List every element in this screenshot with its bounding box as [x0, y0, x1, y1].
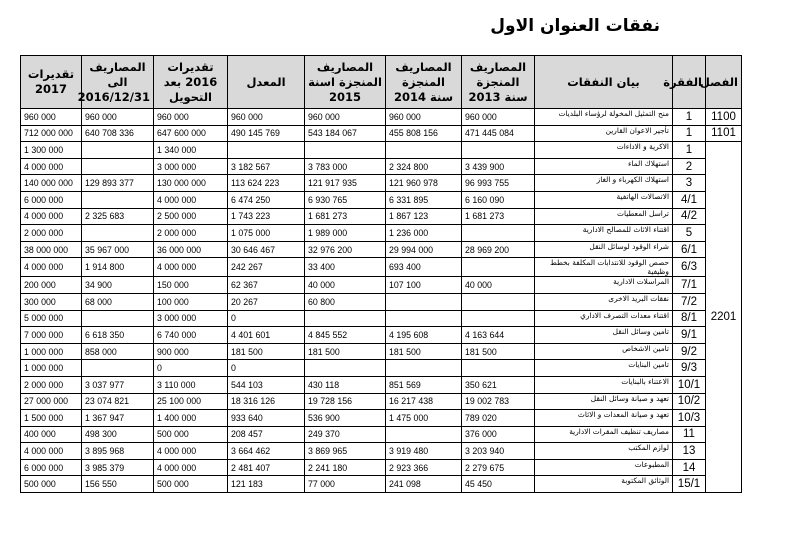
est2017-cell: 27 000 000: [21, 393, 82, 410]
exp2014-cell: 3 919 480: [386, 443, 462, 460]
code-cell: 4/2: [673, 208, 706, 225]
exp2016-cell: [82, 360, 154, 377]
avg-cell: 4 401 601: [228, 327, 305, 344]
exp2014-cell: 1 867 123: [386, 208, 462, 225]
avg-cell: 490 145 769: [228, 125, 305, 142]
table-row: [21, 360, 742, 377]
exp2014-cell: [386, 293, 462, 310]
exp2015-cell: 4 845 552: [305, 327, 386, 344]
header-exp2013: المصاريف المنجزة سنة 2013: [462, 56, 535, 109]
table-row: [21, 476, 742, 493]
est2016-cell: 2 500 000: [154, 208, 228, 225]
est2016-cell: 150 000: [154, 277, 228, 294]
est2016-cell: 1 400 000: [154, 410, 228, 427]
exp2015-cell: [305, 142, 386, 159]
avg-cell: 1 743 223: [228, 208, 305, 225]
exp2013-cell: 3 439 900: [462, 158, 535, 175]
code-cell: 15/1: [673, 476, 706, 493]
table-row: [21, 277, 742, 294]
table-row: [21, 191, 742, 208]
exp2016-cell: 1 367 947: [82, 410, 154, 427]
avg-cell: 3 182 567: [228, 158, 305, 175]
exp2013-cell: [462, 142, 535, 159]
exp2015-cell: 77 000: [305, 476, 386, 493]
exp2013-cell: 1 681 273: [462, 208, 535, 225]
est2017-cell: 1 500 000: [21, 410, 82, 427]
est2017-cell: 7 000 000: [21, 327, 82, 344]
table-row: [21, 158, 742, 175]
exp2014-cell: [386, 426, 462, 443]
exp2015-cell: 536 900: [305, 410, 386, 427]
table-row: [21, 410, 742, 427]
table-row: [21, 327, 742, 344]
code-cell: 5: [673, 225, 706, 242]
exp2015-cell: 960 000: [305, 109, 386, 126]
exp2013-cell: 3 203 940: [462, 443, 535, 460]
exp2015-cell: 33 400: [305, 258, 386, 277]
exp2016-cell: 35 967 000: [82, 241, 154, 258]
table-row: [21, 293, 742, 310]
avg-cell: 18 316 126: [228, 393, 305, 410]
exp2014-cell: 693 400: [386, 258, 462, 277]
est2017-cell: 1 000 000: [21, 360, 82, 377]
exp2014-cell: [386, 360, 462, 377]
label-cell: الاتصالات الهاتفية: [535, 191, 673, 208]
exp2014-cell: 960 000: [386, 109, 462, 126]
label-cell: الاكرية و الاداءات: [535, 142, 673, 159]
exp2013-cell: [462, 293, 535, 310]
exp2013-cell: 376 000: [462, 426, 535, 443]
avg-cell: 960 000: [228, 109, 305, 126]
est2016-cell: 3 000 000: [154, 158, 228, 175]
header-chapter: الفصل: [706, 56, 742, 109]
label-cell: استهلاك الماء: [535, 158, 673, 175]
label-cell: المطبوعات: [535, 459, 673, 476]
est2017-cell: 4 000 000: [21, 158, 82, 175]
avg-cell: 2 481 407: [228, 459, 305, 476]
avg-cell: 30 646 467: [228, 241, 305, 258]
table-row: [21, 258, 742, 277]
avg-cell: 121 183: [228, 476, 305, 493]
header-est2016: تقديرات 2016 بعد التحويل: [154, 56, 228, 109]
exp2015-cell: 249 370: [305, 426, 386, 443]
est2016-cell: 4 000 000: [154, 191, 228, 208]
est2016-cell: 4 000 000: [154, 459, 228, 476]
avg-cell: 544 103: [228, 376, 305, 393]
header-exp2016: المصاريف الى 2016/12/31: [82, 56, 154, 109]
exp2016-cell: 6 618 350: [82, 327, 154, 344]
exp2014-cell: 16 217 438: [386, 393, 462, 410]
code-cell: 10/2: [673, 393, 706, 410]
avg-cell: 3 664 462: [228, 443, 305, 460]
table-row: [21, 443, 742, 460]
exp2016-cell: [82, 310, 154, 327]
exp2016-cell: 3 037 977: [82, 376, 154, 393]
exp2013-cell: 19 002 783: [462, 393, 535, 410]
code-cell: 10/3: [673, 410, 706, 427]
est2016-cell: 500 000: [154, 426, 228, 443]
avg-cell: 181 500: [228, 343, 305, 360]
est2017-cell: 712 000 000: [21, 125, 82, 142]
est2017-cell: 1 000 000: [21, 343, 82, 360]
avg-cell: 242 267: [228, 258, 305, 277]
exp2015-cell: 6 930 765: [305, 191, 386, 208]
exp2013-cell: 789 020: [462, 410, 535, 427]
code-cell: 1: [673, 109, 706, 126]
exp2015-cell: 60 800: [305, 293, 386, 310]
exp2013-cell: 45 450: [462, 476, 535, 493]
table-row: [21, 310, 742, 327]
exp2015-cell: [305, 310, 386, 327]
table-row: [21, 426, 742, 443]
table-row: [21, 376, 742, 393]
exp2016-cell: [82, 158, 154, 175]
chapter-cell: 2201: [706, 142, 742, 493]
label-cell: تراسل المعطيات: [535, 208, 673, 225]
exp2015-cell: [305, 360, 386, 377]
est2017-cell: 2 000 000: [21, 376, 82, 393]
est2016-cell: 900 000: [154, 343, 228, 360]
avg-cell: 208 457: [228, 426, 305, 443]
avg-cell: 933 640: [228, 410, 305, 427]
exp2014-cell: 1 475 000: [386, 410, 462, 427]
exp2016-cell: 498 300: [82, 426, 154, 443]
code-cell: 9/1: [673, 327, 706, 344]
exp2016-cell: 858 000: [82, 343, 154, 360]
label-cell: تعهد و صيانة وسائل النقل: [535, 393, 673, 410]
exp2014-cell: [386, 310, 462, 327]
chapter-cell: 1101: [706, 125, 742, 142]
exp2016-cell: 640 708 336: [82, 125, 154, 142]
est2017-cell: 38 000 000: [21, 241, 82, 258]
est2016-cell: 500 000: [154, 476, 228, 493]
header-label: بيان النفقات: [535, 56, 673, 109]
table-row: [21, 142, 742, 159]
exp2016-cell: 68 000: [82, 293, 154, 310]
exp2015-cell: 543 184 067: [305, 125, 386, 142]
est2016-cell: 25 100 000: [154, 393, 228, 410]
label-cell: الوثائق المكتوبة: [535, 476, 673, 493]
exp2013-cell: 40 000: [462, 277, 535, 294]
exp2014-cell: 107 100: [386, 277, 462, 294]
code-cell: 4/1: [673, 191, 706, 208]
avg-cell: 1 075 000: [228, 225, 305, 242]
code-cell: 6/1: [673, 241, 706, 258]
est2016-cell: 647 600 000: [154, 125, 228, 142]
avg-cell: 20 267: [228, 293, 305, 310]
est2016-cell: 6 740 000: [154, 327, 228, 344]
est2017-cell: 200 000: [21, 277, 82, 294]
exp2014-cell: 455 808 156: [386, 125, 462, 142]
avg-cell: 113 624 223: [228, 175, 305, 192]
est2017-cell: 1 300 000: [21, 142, 82, 159]
exp2016-cell: 156 550: [82, 476, 154, 493]
est2017-cell: 500 000: [21, 476, 82, 493]
code-cell: 9/2: [673, 343, 706, 360]
exp2015-cell: 3 783 000: [305, 158, 386, 175]
est2017-cell: 4 000 000: [21, 208, 82, 225]
exp2015-cell: 3 869 965: [305, 443, 386, 460]
est2017-cell: 140 000 000: [21, 175, 82, 192]
exp2016-cell: 3 895 968: [82, 443, 154, 460]
exp2016-cell: 960 000: [82, 109, 154, 126]
chapter-cell: 1100: [706, 109, 742, 126]
header-exp2015: المصاريف المنجزة اسنة 2015: [305, 56, 386, 109]
est2016-cell: 3 110 000: [154, 376, 228, 393]
est2016-cell: 2 000 000: [154, 225, 228, 242]
code-cell: 7/1: [673, 277, 706, 294]
exp2015-cell: 2 241 180: [305, 459, 386, 476]
avg-cell: 0: [228, 310, 305, 327]
label-cell: حصص الوقود للانتدابات المكلفة بخطط وظيفية: [535, 258, 673, 277]
est2016-cell: 4 000 000: [154, 443, 228, 460]
exp2013-cell: 471 445 084: [462, 125, 535, 142]
label-cell: شراء الوقود لوسائل النقل: [535, 241, 673, 258]
header-row: [21, 56, 742, 109]
exp2013-cell: 4 163 644: [462, 327, 535, 344]
exp2013-cell: 350 621: [462, 376, 535, 393]
exp2013-cell: [462, 225, 535, 242]
label-cell: الاعتناء بالبنايات: [535, 376, 673, 393]
label-cell: تامين الاشخاص: [535, 343, 673, 360]
exp2016-cell: [82, 225, 154, 242]
code-cell: 1: [673, 125, 706, 142]
label-cell: اقتناء معدات التصرف الاداري: [535, 310, 673, 327]
label-cell: اقتناء الاثاث للمصالح الادارية: [535, 225, 673, 242]
est2016-cell: 100 000: [154, 293, 228, 310]
exp2016-cell: 23 074 821: [82, 393, 154, 410]
label-cell: مصاريف تنظيف المقرات الادارية: [535, 426, 673, 443]
label-cell: استهلاك الكهرباء و الغاز: [535, 175, 673, 192]
exp2013-cell: 960 000: [462, 109, 535, 126]
label-cell: المراسلات الادارية: [535, 277, 673, 294]
est2016-cell: 3 000 000: [154, 310, 228, 327]
exp2014-cell: 181 500: [386, 343, 462, 360]
code-cell: 1: [673, 142, 706, 159]
exp2013-cell: [462, 258, 535, 277]
label-cell: تامين البنايات: [535, 360, 673, 377]
header-avg: المعدل: [228, 56, 305, 109]
header-est2017: تقديرات 2017: [21, 56, 82, 109]
table-row: [21, 241, 742, 258]
exp2013-cell: [462, 360, 535, 377]
exp2014-cell: [386, 142, 462, 159]
exp2015-cell: 430 118: [305, 376, 386, 393]
est2016-cell: 4 000 000: [154, 258, 228, 277]
exp2015-cell: 1 989 000: [305, 225, 386, 242]
exp2013-cell: [462, 310, 535, 327]
exp2016-cell: 1 914 800: [82, 258, 154, 277]
code-cell: 9/3: [673, 360, 706, 377]
exp2015-cell: 1 681 273: [305, 208, 386, 225]
exp2016-cell: [82, 191, 154, 208]
exp2014-cell: 241 098: [386, 476, 462, 493]
code-cell: 13: [673, 443, 706, 460]
table-row: [21, 109, 742, 126]
est2016-cell: 36 000 000: [154, 241, 228, 258]
est2017-cell: 6 000 000: [21, 191, 82, 208]
exp2015-cell: 181 500: [305, 343, 386, 360]
exp2015-cell: 121 917 935: [305, 175, 386, 192]
label-cell: تأجير الاعوان القارين: [535, 125, 673, 142]
label-cell: نفقات البريد الاخرى: [535, 293, 673, 310]
exp2016-cell: 3 985 379: [82, 459, 154, 476]
table-row: [21, 175, 742, 192]
table-row: [21, 125, 742, 142]
est2017-cell: 960 000: [21, 109, 82, 126]
label-cell: تعهد و صيانة المعدات و الاثاث: [535, 410, 673, 427]
exp2016-cell: 129 893 377: [82, 175, 154, 192]
avg-cell: 6 474 250: [228, 191, 305, 208]
code-cell: 11: [673, 426, 706, 443]
table-row: [21, 208, 742, 225]
exp2014-cell: 2 923 366: [386, 459, 462, 476]
exp2014-cell: 851 569: [386, 376, 462, 393]
avg-cell: 0: [228, 360, 305, 377]
exp2016-cell: 2 325 683: [82, 208, 154, 225]
label-cell: لوازم المكتب: [535, 443, 673, 460]
table-row: [21, 225, 742, 242]
exp2015-cell: 32 976 200: [305, 241, 386, 258]
header-exp2014: المصاريف المنجزة سنة 2014: [386, 56, 462, 109]
code-cell: 8/1: [673, 310, 706, 327]
table-row: [21, 459, 742, 476]
est2016-cell: 1 340 000: [154, 142, 228, 159]
code-cell: 10/1: [673, 376, 706, 393]
exp2013-cell: 96 993 755: [462, 175, 535, 192]
est2017-cell: 4 000 000: [21, 443, 82, 460]
exp2015-cell: 19 728 156: [305, 393, 386, 410]
table-row: [21, 393, 742, 410]
table-row: [21, 343, 742, 360]
exp2013-cell: 6 160 090: [462, 191, 535, 208]
code-cell: 6/3: [673, 258, 706, 277]
header-item: الفقرة: [673, 56, 706, 109]
exp2014-cell: 29 994 000: [386, 241, 462, 258]
avg-cell: [228, 142, 305, 159]
expenses-table: [20, 55, 742, 493]
exp2015-cell: 40 000: [305, 277, 386, 294]
exp2013-cell: 181 500: [462, 343, 535, 360]
code-cell: 3: [673, 175, 706, 192]
page-title: نفقات العنوان الاول: [490, 16, 660, 36]
est2017-cell: 6 000 000: [21, 459, 82, 476]
exp2013-cell: 28 969 200: [462, 241, 535, 258]
est2017-cell: 300 000: [21, 293, 82, 310]
est2016-cell: 0: [154, 360, 228, 377]
avg-cell: 62 367: [228, 277, 305, 294]
est2016-cell: 130 000 000: [154, 175, 228, 192]
est2017-cell: 2 000 000: [21, 225, 82, 242]
label-cell: تامين وسائل النقل: [535, 327, 673, 344]
exp2014-cell: 121 960 978: [386, 175, 462, 192]
est2017-cell: 400 000: [21, 426, 82, 443]
exp2014-cell: 1 236 000: [386, 225, 462, 242]
est2017-cell: 5 000 000: [21, 310, 82, 327]
exp2014-cell: 6 331 895: [386, 191, 462, 208]
exp2014-cell: 2 324 800: [386, 158, 462, 175]
code-cell: 7/2: [673, 293, 706, 310]
label-cell: منح التمثيل المخولة لرؤساء البلديات: [535, 109, 673, 126]
code-cell: 14: [673, 459, 706, 476]
exp2014-cell: 4 195 608: [386, 327, 462, 344]
exp2016-cell: 34 900: [82, 277, 154, 294]
est2016-cell: 960 000: [154, 109, 228, 126]
exp2016-cell: [82, 142, 154, 159]
est2017-cell: 4 000 000: [21, 258, 82, 277]
code-cell: 2: [673, 158, 706, 175]
exp2013-cell: 2 279 675: [462, 459, 535, 476]
